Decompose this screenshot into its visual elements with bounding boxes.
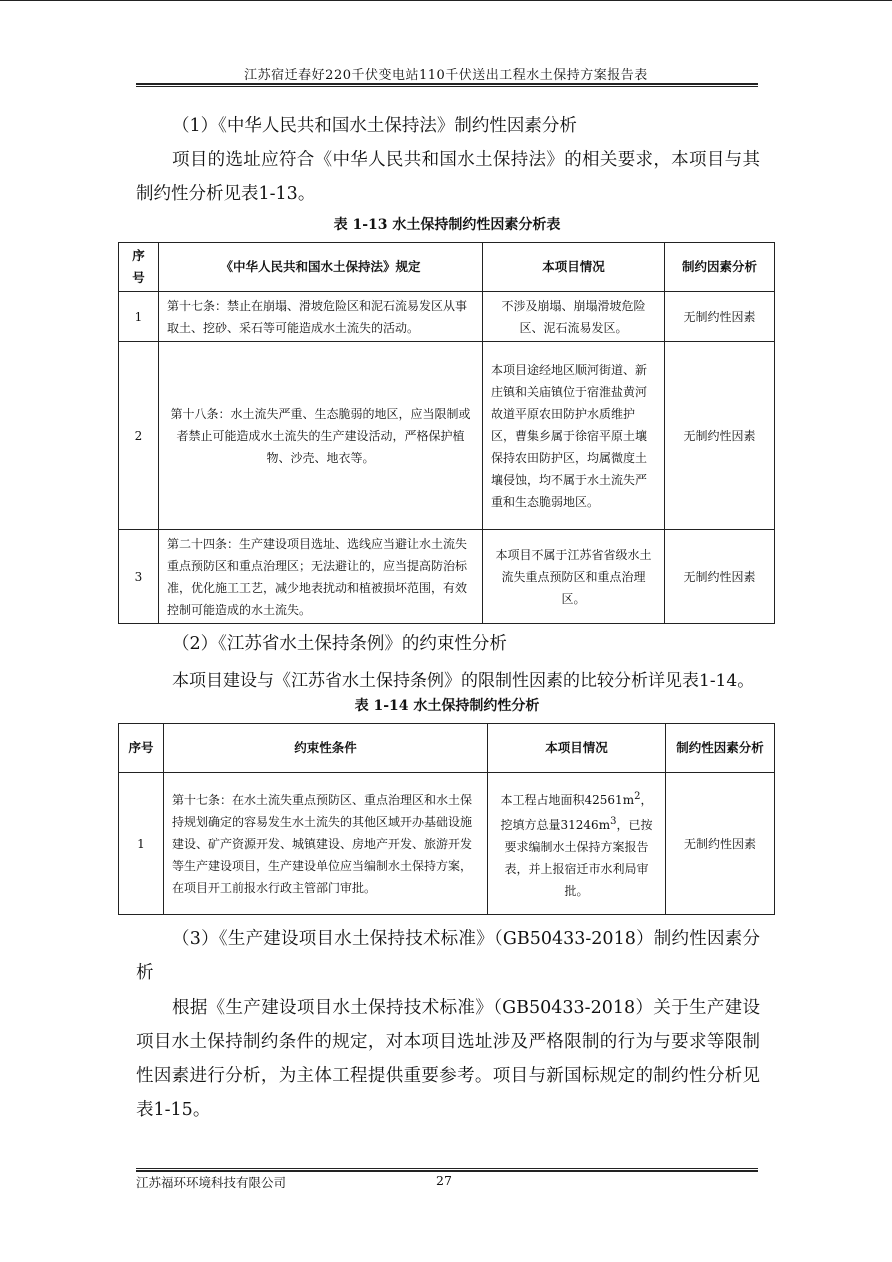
- situation-part-a: 本工程占地面积42561m: [500, 792, 635, 807]
- row-rule: 第十七条：禁止在崩塌、滑坡危险区和泥石流易发区从事取土、挖砂、采石等可能造成水土流失的活动。: [159, 292, 483, 342]
- situation-part-c: ，已按要求编制水土保持方案报告表，并上报宿迁市水利局审批。: [504, 817, 653, 898]
- row-result: 无制约性因素: [665, 342, 775, 530]
- table-header-row: [119, 243, 775, 292]
- row-result: 无制约性因素: [665, 530, 775, 624]
- section2-paragraph: 本项目建设与《江苏省水土保持条例》的限制性因素的比较分析详见表1-14。: [172, 671, 755, 691]
- col-header-no: 序号: [119, 243, 159, 292]
- page-top-border: [0, 0, 892, 1]
- table-row: [119, 530, 775, 624]
- table-13-caption: 表 1-13 水土保持制约性因素分析表: [333, 217, 561, 233]
- superscript-two: 2: [634, 790, 641, 802]
- table-14: [118, 723, 775, 915]
- row-situation: 不涉及崩塌、崩塌滑坡危险区、泥石流易发区。: [483, 292, 665, 342]
- superscript-three: 3: [610, 815, 617, 827]
- header-rule: [136, 83, 758, 87]
- table-row: [119, 773, 775, 915]
- row-rule: 第十七条：在水土流失重点预防区、重点治理区和水土保持规划确定的容易发生水土流失的其他区域开办基础设施建设、矿产资源开发、城镇建设、房地产开发、旅游开发等生产建设项目，生产建设单位应当编制水土保持方案，在项目开工前报水行政主管部门审批。: [164, 773, 488, 915]
- col-header-rule: 《中华人民共和国水土保持法》规定: [159, 243, 483, 292]
- row-situation: [488, 773, 666, 915]
- col-header-situation: 本项目情况: [488, 724, 666, 773]
- table-row: [119, 342, 775, 530]
- row-rule: 第二十四条：生产建设项目选址、选线应当避让水土流失重点预防区和重点治理区；无法避让的，应当提高防治标准，优化施工工艺，减少地表扰动和植被损坏范围，有效控制可能造成的水土流失。: [159, 530, 483, 624]
- row-situation: 本项目途经地区顺河街道、新庄镇和关庙镇位于宿淮盐黄河故道平原农田防护水质维护区，曹集乡属于徐宿平原土壤保持农田防护区，均属微度土壤侵蚀，均不属于水土流失严重和生态脆弱地区。: [483, 342, 665, 530]
- section2-heading: （2）《江苏省水土保持条例》的约束性分析: [172, 634, 507, 654]
- row-no: 1: [119, 292, 159, 342]
- section1-heading: （1）《中华人民共和国水土保持法》制约性因素分析: [172, 116, 577, 136]
- col-header-no: 序号: [119, 724, 164, 773]
- situation-part-b: ，挖填方总量31246m: [500, 792, 653, 832]
- row-result: 无制约性因素: [665, 292, 775, 342]
- col-header-result: 制约性因素分析: [666, 724, 775, 773]
- footer-rule: [136, 1168, 758, 1172]
- col-header-condition: 约束性条件: [164, 724, 488, 773]
- row-no: 2: [119, 342, 159, 530]
- col-header-situation: 本项目情况: [483, 243, 665, 292]
- table-13: [118, 242, 775, 624]
- row-rule: 第十八条：水土流失严重、生态脆弱的地区，应当限制或者禁止可能造成水土流失的生产建设活动，严格保护植物、沙壳、地衣等。: [159, 342, 483, 530]
- running-header: 江苏宿迁春好220千伏变电站110千伏送出工程水土保持方案报告表: [244, 68, 648, 83]
- footer-company: 江苏福环环境科技有限公司: [136, 1175, 287, 1190]
- row-situation: 本项目不属于江苏省省级水土流失重点预防区和重点治理区。: [483, 530, 665, 624]
- table-header-row: [119, 724, 775, 773]
- row-no: 3: [119, 530, 159, 624]
- page-number: 27: [436, 1173, 452, 1188]
- table-14-caption: 表 1-14 水土保持制约性分析: [354, 698, 540, 714]
- section1-paragraph: 项目的选址应符合《中华人民共和国水土保持法》的相关要求，本项目与其制约性分析见表1-13。: [136, 150, 760, 204]
- col-header-result: 制约因素分析: [665, 243, 775, 292]
- section3-paragraph: 根据《生产建设项目水土保持技术标准》（GB50433-2018）关于生产建设项目水土保持制约条件的规定，对本项目选址涉及严格限制的行为与要求等限制性因素进行分析，为主体工程提供重要参考。项目与新国标规定的制约性分析见表1-15。: [136, 998, 760, 1120]
- row-no: 1: [119, 773, 164, 915]
- row-result: 无制约性因素: [666, 773, 775, 915]
- section3-heading: （3）《生产建设项目水土保持技术标准》（GB50433-2018）制约性因素分析: [136, 929, 760, 983]
- table-row: [119, 292, 775, 342]
